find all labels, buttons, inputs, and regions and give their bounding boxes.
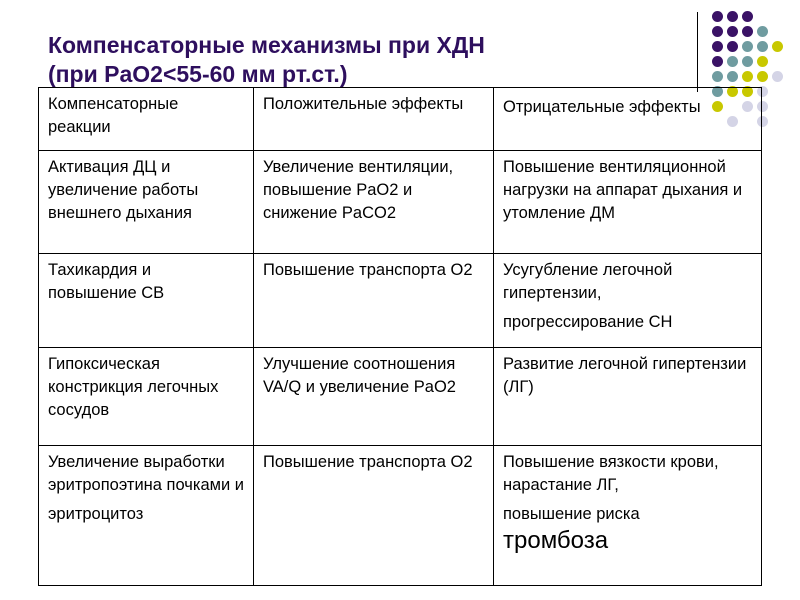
positive-cell: Увеличение вентиляции, повышение PaO2 и снижение PaCO2 [254,151,494,254]
decorative-dot [712,71,723,82]
slide-title [48,31,485,89]
compensatory-mechanisms-table [38,87,762,586]
table-row [39,151,762,254]
decorative-dot [742,41,753,52]
negative-text: Усугубление легочной гипертензии, [503,261,673,302]
decorative-dot [757,71,768,82]
table-row [39,254,762,348]
decorative-dot [772,71,783,82]
negative-cell: Развитие легочной гипертензии (ЛГ) [494,348,762,446]
decorative-divider [697,12,698,92]
reaction-text: эритроцитоз [48,505,144,523]
decorative-dot [772,41,783,52]
negative-text-emphasis: тромбоза [503,527,609,554]
reaction-cell: Гипоксическая констрикция легочных сосудов [39,348,254,446]
header-positive: Положительные эффекты [254,88,494,151]
negative-cell [494,446,762,586]
decorative-dot [757,26,768,37]
decorative-dot [742,11,753,22]
decorative-dot [712,56,723,67]
decorative-dot [727,11,738,22]
decorative-dot [712,11,723,22]
positive-cell: Повышение транспорта О2 [254,254,494,348]
decorative-dot [757,56,768,67]
reaction-text: Увеличение выработки эритропоэтина почками и [48,453,245,494]
decorative-dot [727,41,738,52]
table-row [39,348,762,446]
header-negative: Отрицательные эффекты [494,88,762,151]
negative-text: повышение риска [503,505,640,523]
decorative-dot [757,41,768,52]
decorative-dot [727,26,738,37]
negative-text: Повышение вязкости крови, нарастание ЛГ, [503,453,719,494]
positive-cell: Улучшение соотношения VA/Q и увеличение PaO2 [254,348,494,446]
reaction-cell: Тахикардия и повышение СВ [39,254,254,348]
decorative-dot [742,56,753,67]
title-line-2: (при PaO2<55-60 мм рт.ст.) [48,61,348,87]
header-reactions: Компенсаторные реакции [39,88,254,151]
negative-text: прогрессирование СН [503,313,673,331]
negative-cell [494,254,762,348]
table-row [39,446,762,586]
decorative-dot [712,41,723,52]
table-header-row [39,88,762,151]
title-line-1: Компенсаторные механизмы при ХДН [48,32,485,58]
reaction-cell: Активация ДЦ и увеличение работы внешнего дыхания [39,151,254,254]
decorative-dot [727,71,738,82]
reaction-cell [39,446,254,586]
decorative-dot [712,26,723,37]
negative-cell: Повышение вентиляционной нагрузки на аппарат дыхания и утомление ДМ [494,151,762,254]
decorative-dot [742,26,753,37]
positive-cell: Повышение транспорта О2 [254,446,494,586]
decorative-dot [742,71,753,82]
decorative-dot [727,56,738,67]
